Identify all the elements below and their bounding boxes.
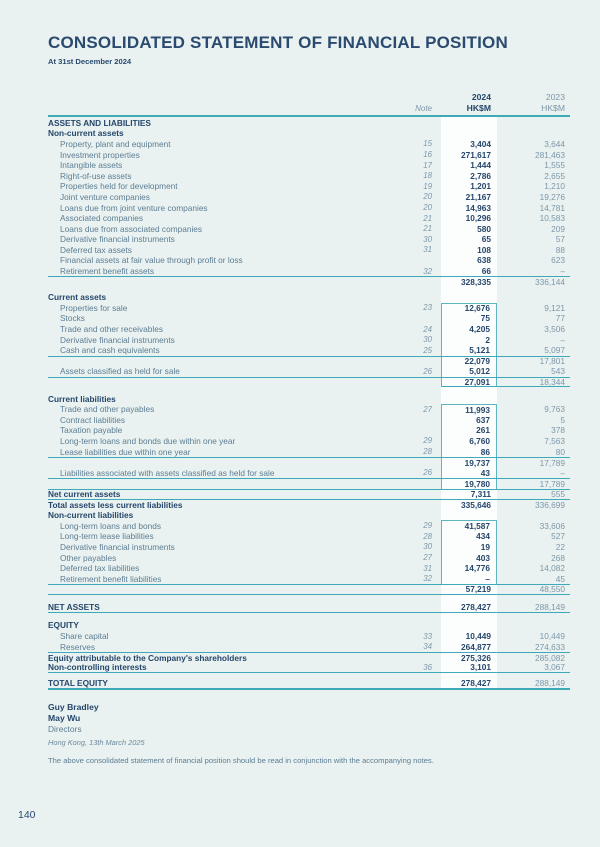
value-2024: 434 xyxy=(441,531,497,542)
row-label: Properties held for development xyxy=(60,181,178,192)
note-ref: 36 xyxy=(423,662,432,672)
column-header-2024 xyxy=(441,92,497,113)
unit-2023-label: HK$M xyxy=(541,102,565,113)
row-label: Stocks xyxy=(60,313,85,324)
row-label: Deferred tax liabilities xyxy=(60,563,140,574)
row-label: Loans due from associated companies xyxy=(60,223,203,234)
value-2023: 1,555 xyxy=(544,160,565,171)
note-ref xyxy=(405,277,441,287)
note-ref: 24 xyxy=(423,324,432,334)
table-row xyxy=(48,393,570,404)
table-row xyxy=(48,234,570,245)
value-2023: 2,655 xyxy=(544,170,565,181)
note-ref: 31 xyxy=(423,563,432,573)
note-ref xyxy=(405,255,441,266)
table-row xyxy=(48,573,570,584)
note-ref: 16 xyxy=(423,150,432,160)
unit-2024-label: HK$M xyxy=(466,102,491,113)
value-2024: 10,449 xyxy=(465,631,491,642)
value-2024 xyxy=(441,117,497,128)
row-label: Long-term lease liabilities xyxy=(60,531,154,542)
value-2023: 378 xyxy=(551,425,565,436)
value-2023: – xyxy=(560,266,565,277)
row-label: Derivative financial instruments xyxy=(60,541,175,552)
value-2024: 278,427 xyxy=(461,678,491,689)
note-ref xyxy=(405,603,441,613)
value-2023: 9,763 xyxy=(544,404,565,415)
value-2023: 14,781 xyxy=(539,202,565,213)
table-row xyxy=(48,404,570,415)
value-2024: 3,404 xyxy=(470,138,491,149)
row-label: Derivative financial instruments xyxy=(60,234,175,245)
table-row xyxy=(48,415,570,426)
row-label: Property, plant and equipment xyxy=(60,138,171,149)
value-2024: 21,167 xyxy=(465,191,491,202)
row-label xyxy=(48,378,405,388)
table-rows xyxy=(48,117,570,689)
value-2023: 543 xyxy=(551,366,565,377)
note-ref: 29 xyxy=(423,521,432,531)
note-ref: 23 xyxy=(423,303,432,313)
row-label: Right-of-use assets xyxy=(60,170,132,181)
table-row xyxy=(48,245,570,256)
note-ref xyxy=(405,128,441,139)
value-2024: 22,079 xyxy=(441,357,497,367)
value-2024 xyxy=(441,292,497,303)
note-ref xyxy=(405,585,441,594)
row-label: Financial assets at fair value through profit or loss xyxy=(60,255,243,266)
value-2024: 2,786 xyxy=(470,170,491,181)
note-ref xyxy=(405,458,441,468)
value-2024: 75 xyxy=(441,313,497,324)
value-2023 xyxy=(497,510,570,521)
note-ref xyxy=(405,490,441,500)
row-label: Cash and cash equivalents xyxy=(60,345,160,356)
row-label: EQUITY xyxy=(48,620,79,631)
table-row xyxy=(48,276,570,287)
note-ref: 28 xyxy=(423,531,432,541)
table-row xyxy=(48,149,570,160)
note-ref: 31 xyxy=(423,245,432,255)
value-2023: 285,082 xyxy=(535,652,565,663)
value-2023: 527 xyxy=(551,531,565,542)
value-2024: 14,776 xyxy=(441,563,497,574)
note-ref xyxy=(405,415,441,426)
value-2023 xyxy=(497,128,570,139)
value-2023: 274,633 xyxy=(535,641,565,652)
row-label xyxy=(48,277,405,287)
document-content xyxy=(0,33,600,765)
value-2024: 19,780 xyxy=(441,479,497,489)
row-label: Net current assets xyxy=(48,489,121,500)
value-2024: 2 xyxy=(441,334,497,345)
table-row xyxy=(48,202,570,213)
page-subtitle: At 31st December 2024 xyxy=(48,57,132,66)
row-label: Non-current assets xyxy=(48,128,124,139)
value-2024: 66 xyxy=(481,266,491,277)
table-row xyxy=(48,467,570,478)
note-ref xyxy=(405,378,441,388)
note-ref: 17 xyxy=(423,160,432,170)
value-2024: 19 xyxy=(441,542,497,553)
value-2023: 623 xyxy=(551,255,565,266)
value-2024 xyxy=(441,128,497,139)
value-2023 xyxy=(497,620,570,631)
table-row xyxy=(48,213,570,224)
value-2023 xyxy=(497,117,570,128)
signatory-role: Directors xyxy=(48,724,82,735)
note-ref: 32 xyxy=(423,266,432,276)
value-2023: 268 xyxy=(551,552,565,563)
row-label xyxy=(48,458,405,468)
note-ref: 15 xyxy=(423,139,432,149)
row-label: TOTAL EQUITY xyxy=(48,678,108,689)
note-ref: 30 xyxy=(423,542,432,552)
row-label: Current liabilities xyxy=(48,393,116,404)
row-label: Long-term loans and bonds xyxy=(60,520,162,531)
value-2024: 65 xyxy=(481,234,491,245)
value-2023: 77 xyxy=(555,313,565,324)
value-2023: 48,550 xyxy=(539,584,565,595)
value-2024: 3,101 xyxy=(470,662,491,673)
table-row xyxy=(48,139,570,150)
column-header-note: Note xyxy=(415,104,432,114)
value-2024: 5,012 xyxy=(441,366,497,377)
note-ref xyxy=(405,313,441,324)
row-label: NET ASSETS xyxy=(48,602,100,613)
value-2024: 4,205 xyxy=(441,324,497,335)
value-2024: 328,335 xyxy=(461,277,491,288)
note-ref: 30 xyxy=(423,335,432,345)
table-row xyxy=(48,303,570,314)
note-ref xyxy=(405,653,441,663)
value-2023: 33,606 xyxy=(539,520,565,531)
note-ref: 30 xyxy=(423,234,432,244)
table-row xyxy=(48,313,570,324)
value-2024: 11,993 xyxy=(441,404,497,415)
value-2023: 5 xyxy=(560,414,565,425)
row-label: Joint venture companies xyxy=(60,191,150,202)
value-2024: 580 xyxy=(477,223,491,234)
note-ref: 27 xyxy=(423,553,432,563)
table-row xyxy=(48,531,570,542)
value-2023: 17,789 xyxy=(539,478,565,489)
page-title: CONSOLIDATED STATEMENT OF FINANCIAL POSITION xyxy=(48,33,508,52)
value-2024: 6,760 xyxy=(441,436,497,447)
table-row xyxy=(48,457,570,468)
note-ref: 20 xyxy=(423,203,432,213)
table-row xyxy=(48,489,570,500)
value-2024: 335,646 xyxy=(461,500,491,511)
value-2024: 403 xyxy=(441,552,497,563)
value-2023: 10,449 xyxy=(539,631,565,642)
row-label: Trade and other receivables xyxy=(60,324,164,335)
value-2023: 5,097 xyxy=(544,345,565,356)
note-ref: 27 xyxy=(423,404,432,414)
row-label: Long-term loans and bonds due within one year xyxy=(60,435,236,446)
value-2023: 19,276 xyxy=(539,191,565,202)
value-2023 xyxy=(497,393,570,404)
note-ref xyxy=(405,679,441,688)
row-label: Taxation payable xyxy=(60,425,123,436)
accompanying-notes-footnote: The above consolidated statement of financial position should be read in conjunction with the accompanying notes. xyxy=(48,755,434,765)
table-row xyxy=(48,181,570,192)
table-row xyxy=(48,631,570,642)
table-row xyxy=(48,510,570,521)
row-label xyxy=(48,585,405,594)
note-ref: 19 xyxy=(423,181,432,191)
table-row xyxy=(48,366,570,377)
table-row xyxy=(48,542,570,553)
row-label: Reserves xyxy=(60,641,96,652)
table-row xyxy=(48,446,570,457)
page-number: 140 xyxy=(18,809,36,821)
row-label: Retirement benefit liabilities xyxy=(60,573,162,584)
value-2023: 88 xyxy=(555,244,565,255)
table-row xyxy=(48,345,570,356)
value-2024: 275,326 xyxy=(461,652,491,663)
table-row xyxy=(48,436,570,447)
value-2023 xyxy=(497,292,570,303)
value-2024: 1,444 xyxy=(470,160,491,171)
table-row xyxy=(48,563,570,574)
row-label: Liabilities associated with assets classified as held for sale xyxy=(60,467,275,478)
table-row xyxy=(48,520,570,531)
value-2024: 7,311 xyxy=(470,489,491,500)
value-2023: 1,210 xyxy=(544,181,565,192)
table-row xyxy=(48,478,570,489)
table-row xyxy=(48,128,570,139)
value-2024: 1,201 xyxy=(470,181,491,192)
value-2023: 288,149 xyxy=(535,602,565,613)
note-ref: 26 xyxy=(423,366,432,376)
value-2024 xyxy=(441,510,497,521)
value-2024: 19,737 xyxy=(441,458,497,468)
row-label: Associated companies xyxy=(60,213,144,224)
table-column-headers xyxy=(48,92,570,117)
table-row xyxy=(48,552,570,563)
column-header-2023 xyxy=(497,92,570,113)
note-ref: 32 xyxy=(423,574,432,584)
value-2023: 281,463 xyxy=(535,149,565,160)
table-row xyxy=(48,334,570,345)
table-row xyxy=(48,255,570,266)
value-2024 xyxy=(441,393,497,404)
table-row xyxy=(48,356,570,367)
year-2023-label: 2023 xyxy=(545,92,565,102)
signatory-name: May Wu xyxy=(48,713,81,724)
value-2023: 45 xyxy=(555,573,565,584)
table-row xyxy=(48,425,570,436)
table-row xyxy=(48,292,570,303)
value-2023: 3,067 xyxy=(544,662,565,673)
note-ref: 26 xyxy=(423,468,432,478)
value-2023: – xyxy=(560,467,565,478)
row-label: ASSETS AND LIABILITIES xyxy=(48,117,151,128)
value-2023: 14,082 xyxy=(539,563,565,574)
note-ref: 21 xyxy=(423,213,432,223)
note-ref xyxy=(405,292,441,303)
year-2024-label: 2024 xyxy=(471,92,491,102)
value-2023: 22 xyxy=(555,541,565,552)
value-2023: 80 xyxy=(555,446,565,457)
value-2023: 10,583 xyxy=(539,213,565,224)
signatory-name: Guy Bradley xyxy=(48,701,99,712)
note-ref: 20 xyxy=(423,192,432,202)
row-label: Retirement benefit assets xyxy=(60,266,155,277)
value-2023: 17,801 xyxy=(539,356,565,367)
value-2024: 57,219 xyxy=(465,584,491,595)
note-ref xyxy=(405,620,441,631)
row-label: Loans due from joint venture companies xyxy=(60,202,208,213)
row-label: Investment properties xyxy=(60,149,140,160)
note-ref xyxy=(405,500,441,510)
note-ref: 33 xyxy=(423,631,432,641)
value-2023: 7,563 xyxy=(544,435,565,446)
report-page xyxy=(0,33,600,847)
note-ref xyxy=(405,357,441,367)
row-label: Total assets less current liabilities xyxy=(48,500,183,511)
row-label: Intangible assets xyxy=(60,160,123,171)
table-row xyxy=(48,192,570,203)
value-2024: 86 xyxy=(441,446,497,457)
value-2024: 271,617 xyxy=(461,149,491,160)
row-label: Non-controlling interests xyxy=(48,662,147,673)
value-2024: 27,091 xyxy=(441,378,497,388)
note-ref xyxy=(405,425,441,436)
table-row xyxy=(48,377,570,388)
row-label xyxy=(48,479,405,489)
table-row xyxy=(48,679,570,690)
value-2023: 3,644 xyxy=(544,138,565,149)
row-label: Current assets xyxy=(48,292,107,303)
table-row xyxy=(48,620,570,631)
signature-block xyxy=(48,702,570,747)
row-label: Derivative financial instruments xyxy=(60,334,175,345)
table-row xyxy=(48,117,570,128)
value-2024: 638 xyxy=(477,255,491,266)
table-row xyxy=(48,499,570,510)
table-row xyxy=(48,324,570,335)
signature-location-date: Hong Kong, 13th March 2025 xyxy=(48,737,145,747)
value-2024: 278,427 xyxy=(461,602,491,613)
table-row xyxy=(48,223,570,234)
note-ref: 34 xyxy=(423,642,432,652)
table-row xyxy=(48,266,570,277)
value-2023: 9,121 xyxy=(544,302,565,313)
value-2023: 555 xyxy=(551,489,565,500)
row-label xyxy=(48,357,405,367)
value-2023: 57 xyxy=(555,234,565,245)
row-label: Contract liabilities xyxy=(60,414,126,425)
value-2024: 43 xyxy=(441,467,497,478)
table-row xyxy=(48,603,570,614)
row-label: Assets classified as held for sale xyxy=(60,366,180,377)
row-label: Share capital xyxy=(60,631,109,642)
note-ref xyxy=(405,117,441,128)
note-ref: 28 xyxy=(423,447,432,457)
financial-table xyxy=(48,117,570,689)
table-row xyxy=(48,160,570,171)
note-ref: 29 xyxy=(423,436,432,446)
row-label: Other payables xyxy=(60,552,117,563)
value-2023: 288,149 xyxy=(535,678,565,689)
value-2024: 10,296 xyxy=(465,213,491,224)
note-ref: 18 xyxy=(423,171,432,181)
table-row xyxy=(48,652,570,663)
value-2024: 12,676 xyxy=(441,303,497,314)
value-2024: 41,587 xyxy=(441,520,497,531)
table-row xyxy=(48,641,570,652)
value-2023: 336,699 xyxy=(535,500,565,511)
row-label: Lease liabilities due within one year xyxy=(60,446,191,457)
value-2024 xyxy=(441,620,497,631)
note-ref xyxy=(405,510,441,521)
value-2024: 261 xyxy=(441,425,497,436)
table-row xyxy=(48,584,570,595)
table-row xyxy=(48,663,570,674)
value-2023: 18,344 xyxy=(497,378,570,388)
note-ref: 21 xyxy=(423,224,432,234)
note-ref: 25 xyxy=(423,345,432,355)
value-2023: 17,789 xyxy=(539,457,565,468)
table-row xyxy=(48,170,570,181)
value-2024: 264,877 xyxy=(461,641,491,652)
value-2024: 14,963 xyxy=(465,202,491,213)
value-2024: – xyxy=(441,573,497,584)
value-2023: 209 xyxy=(551,223,565,234)
note-ref xyxy=(405,479,441,489)
row-label: Trade and other payables xyxy=(60,404,155,415)
note-ref xyxy=(405,393,441,404)
value-2023: 336,144 xyxy=(535,277,565,288)
value-2023: – xyxy=(560,334,565,345)
value-2024: 637 xyxy=(441,415,497,426)
value-2024: 5,121 xyxy=(441,345,497,356)
row-label: Equity attributable to the Company's shareholders xyxy=(48,652,247,663)
row-label: Non-current liabilities xyxy=(48,510,134,521)
row-label: Properties for sale xyxy=(60,302,128,313)
value-2023: 3,506 xyxy=(544,324,565,335)
row-label: Deferred tax assets xyxy=(60,244,132,255)
value-2024: 108 xyxy=(477,244,491,255)
